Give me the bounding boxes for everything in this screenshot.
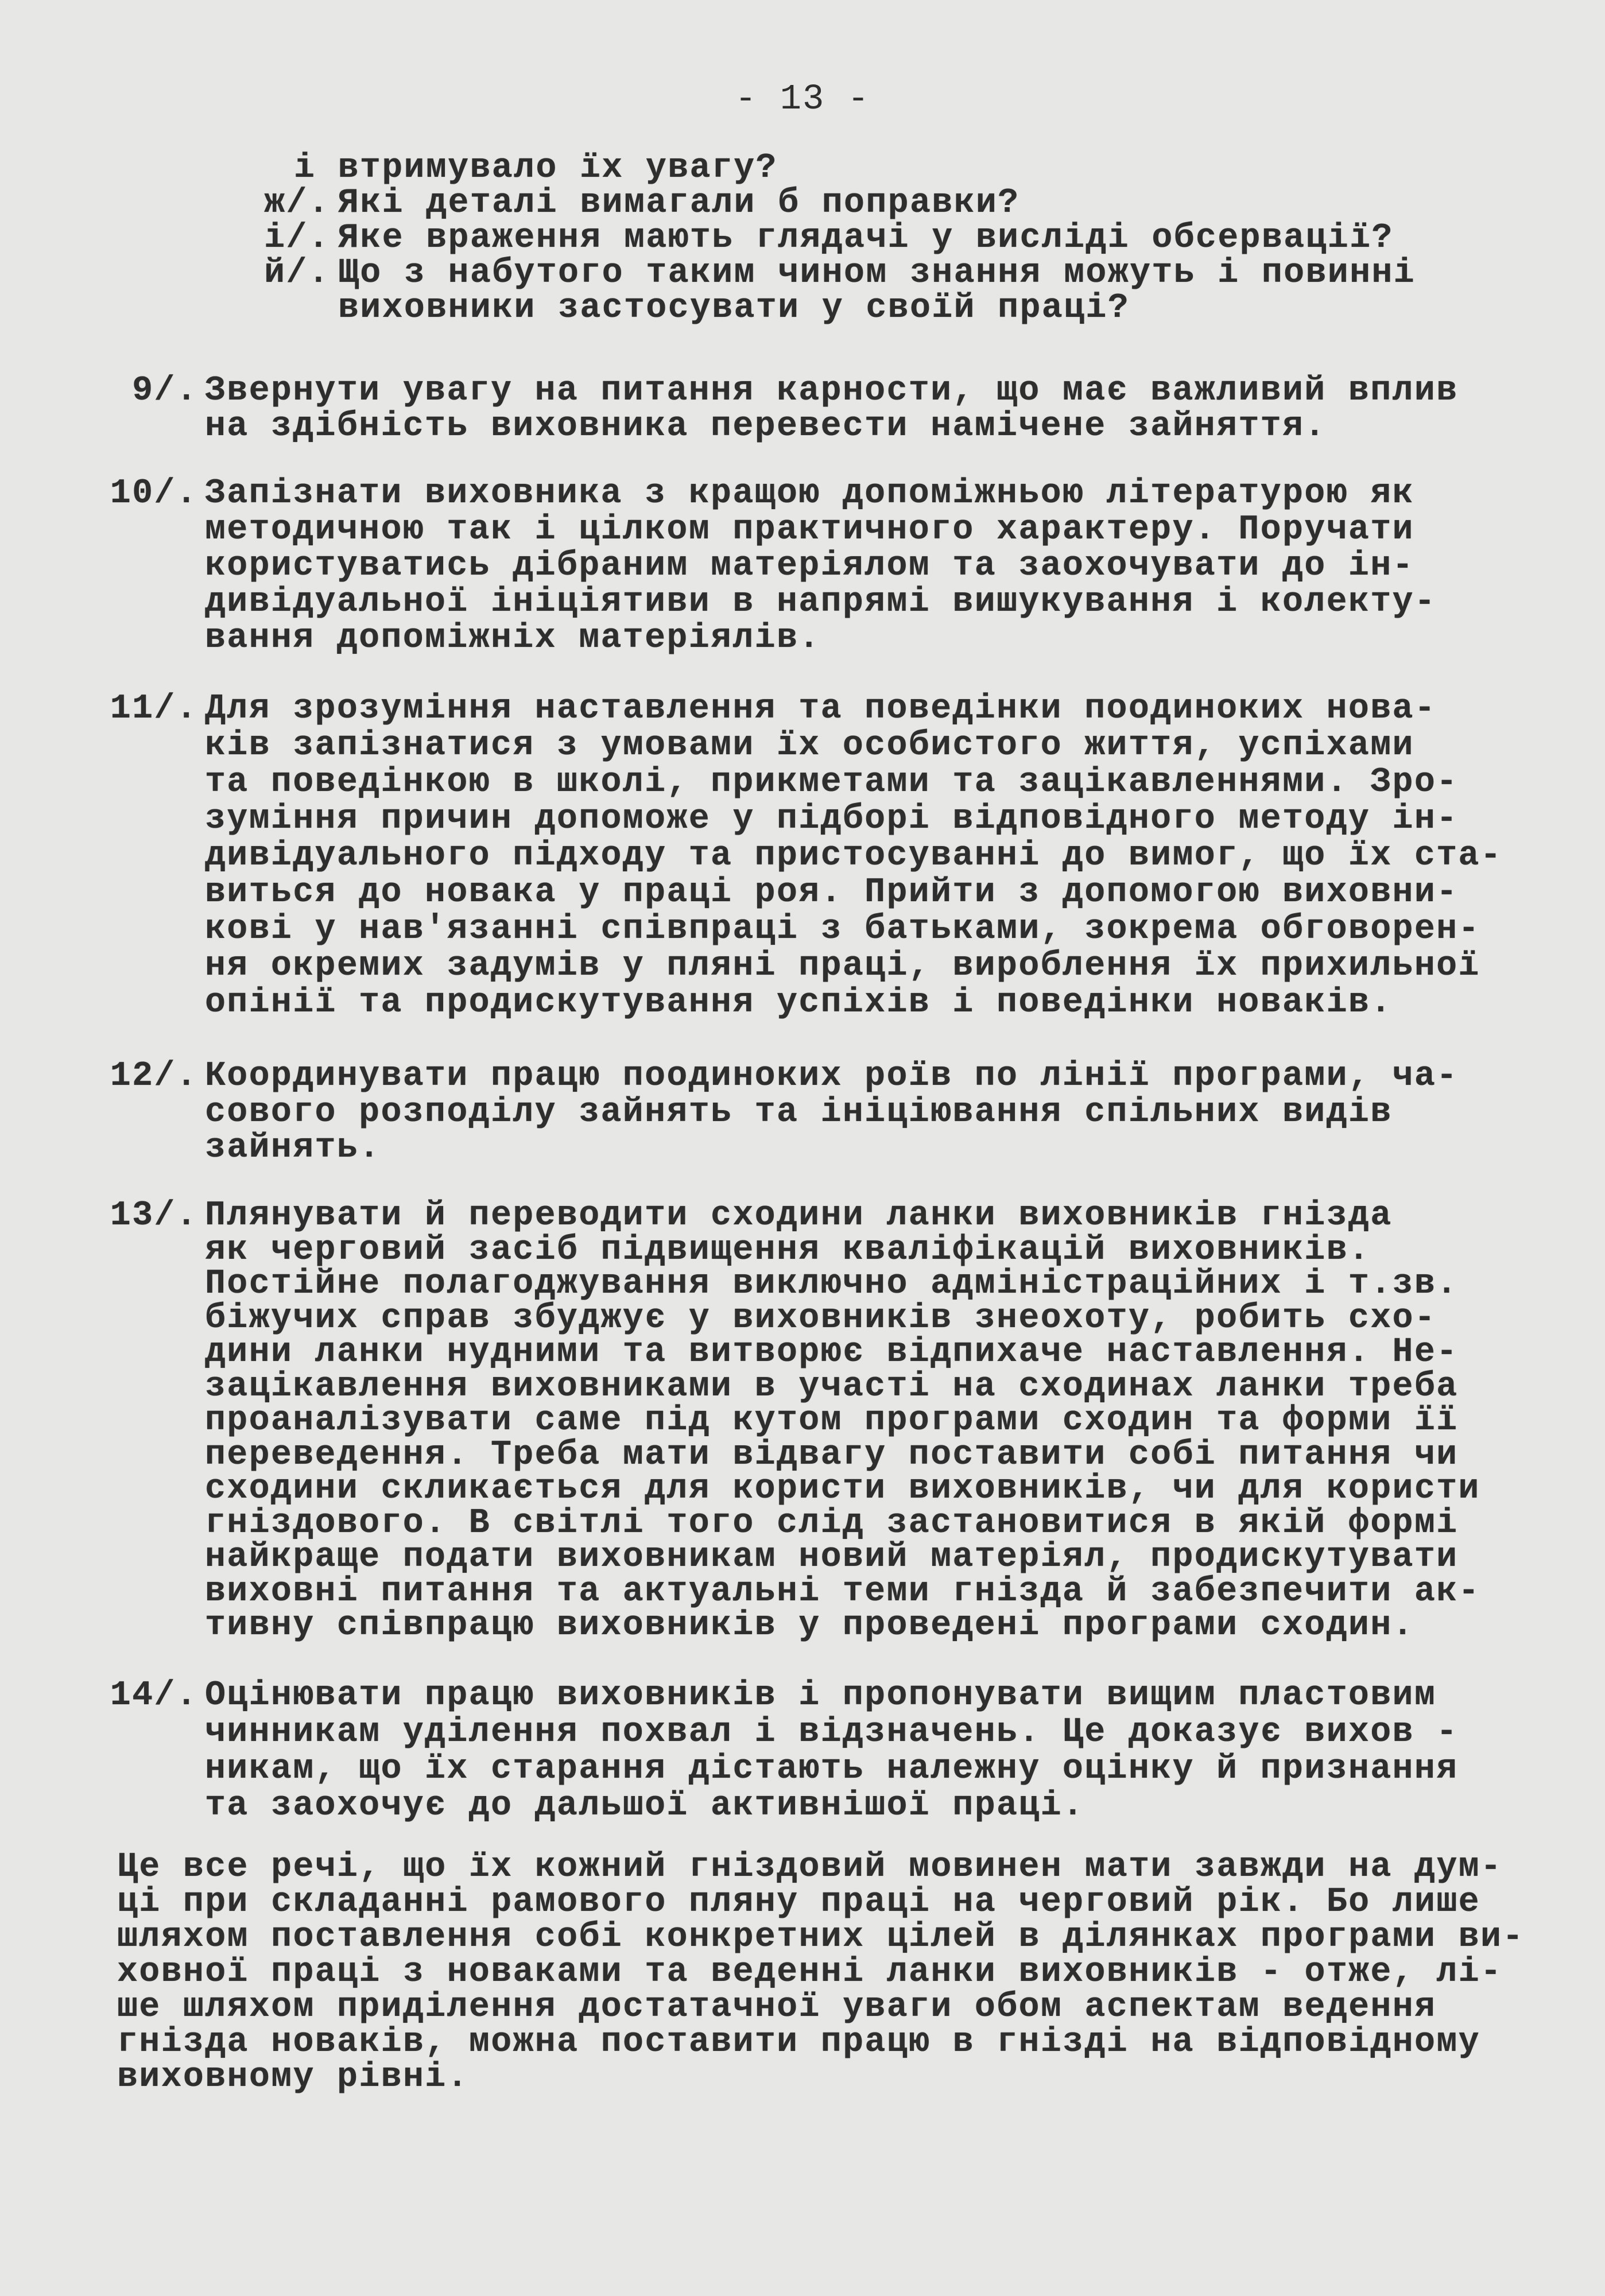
text-line: та поведінкою в школі, прикметами та зацікавленнями. Зро- — [205, 763, 1459, 802]
text-line: виховному рівні. — [117, 2058, 469, 2097]
sub-item-row — [0, 256, 1605, 291]
item-number: 11/. — [110, 689, 198, 728]
text-line: як черговий засіб підвищення кваліфікацій виховників. — [205, 1230, 1371, 1270]
sub-item-text: Які деталі вимагали б поправки? — [338, 184, 1020, 223]
text-line: зуміння причин допоможе у підборі відповідного методу ін- — [205, 800, 1459, 839]
sub-item-row — [0, 291, 1605, 326]
text-line: методичною так і цілком практичного характеру. Поручати — [205, 510, 1414, 549]
text-line: переведення. Треба мати відвагу поставити собі питання чи — [205, 1435, 1459, 1475]
text-line: ці при складанні рамового пляну праці на черговий рік. Бо лише — [117, 1883, 1480, 1922]
text-line: тивну співпрацю виховників у проведені програми сходин. — [205, 1606, 1414, 1645]
text-line: дивідуальної ініціятиви в напрямі вишукування і колекту- — [205, 583, 1437, 622]
item-number: 13/. — [110, 1196, 198, 1235]
sub-item-row — [0, 221, 1605, 256]
text-line: гніздового. В світлі того слід застановитися в якій формі — [205, 1503, 1459, 1543]
text-line: Запізнати виховника з кращою допоміжньою літературою як — [205, 474, 1414, 513]
page-number: - 13 - — [735, 79, 870, 119]
item-body — [205, 1677, 1458, 1824]
text-line: біжучих справ збуджує у виховників знеохоту, робить схо- — [205, 1298, 1437, 1338]
text-line: зайнять. — [205, 1128, 381, 1168]
sub-item-text: Що з набутого таким чином знання можуть і повинні — [338, 254, 1416, 293]
sub-item-text: виховники застосувати у своїй праці? — [338, 289, 1130, 328]
text-line: проаналізувати саме під кутом програми сходин та форми її — [205, 1401, 1459, 1440]
text-line: ше шляхом приділення достатачної уваги обом аспектам ведення — [117, 1988, 1437, 2027]
text-line: найкраще подати виховникам новий матеріял, продискутувати — [205, 1538, 1459, 1577]
text-line: гнізда новаків, можна поставити працю в гнізді на відповідному — [117, 2023, 1480, 2062]
text-line: ня окремих задумів у пляні праці, вироблення їх прихильної — [205, 947, 1480, 986]
text-line: Для зрозуміння наставлення та поведінки поодиноких нова- — [205, 689, 1437, 728]
text-line: шляхом поставлення собі конкретних цілей в ділянках програми ви- — [117, 1918, 1525, 1957]
text-line: виховні питання та актуальні теми гнізда й забезпечити ак- — [205, 1572, 1480, 1611]
sub-item-list — [0, 151, 1605, 326]
text-line: дивідуального підходу та пристосуванні до вимог, що їх ста- — [205, 836, 1503, 875]
text-line: Плянувати й переводити сходини ланки виховників гнізда — [205, 1196, 1393, 1235]
text-line: вання допоміжніх матеріялів. — [205, 619, 821, 658]
sub-item-marker: ж/. — [264, 184, 330, 223]
text-line: зацікавлення виховниками в участі на сходинах ланки треба — [205, 1367, 1459, 1406]
text-line: чинникам уділення похвал і відзначень. Це доказує вихов - — [205, 1713, 1459, 1752]
text-line: сходини скликається для користи виховників, чи для користи — [205, 1469, 1480, 1508]
text-line: на здібність виховника перевести намічене зайняття. — [205, 407, 1327, 446]
sub-item-marker: й/. — [264, 254, 330, 293]
item-number: 9/. — [132, 371, 198, 410]
sub-item-marker: і/. — [264, 219, 330, 258]
item-body — [205, 373, 1458, 444]
text-line: Координувати працю поодиноких роїв по лінії програми, ча- — [205, 1057, 1459, 1096]
text-line: Це все речі, що їх кожний гніздовий мовинен мати завжди на дум- — [117, 1848, 1503, 1887]
text-line: кові у нав'язанні співпраці з батьками, зокрема обговорен- — [205, 910, 1480, 949]
text-line: никам, що їх старання дістають належну оцінку й признання — [205, 1750, 1459, 1789]
item-body — [205, 1058, 1458, 1166]
closing-paragraph — [0, 1850, 1605, 2095]
sub-item-row — [0, 186, 1605, 221]
sub-item-row — [0, 151, 1605, 186]
item-number: 10/. — [110, 474, 198, 513]
item-number: 12/. — [110, 1057, 198, 1096]
text-line: користуватись дібраним матеріялом та заохочувати до ін- — [205, 546, 1414, 585]
sub-item-text: Яке враження мають глядачі у висліді обсервації? — [338, 219, 1394, 258]
text-line: ків запізнатися з умовами їх особистого життя, успіхами — [205, 726, 1414, 765]
text-line: ховної праці з новаками та веденні ланки виховників - отже, лі- — [117, 1953, 1503, 1992]
text-line: опінії та продискутування успіхів і поведінки новаків. — [205, 983, 1393, 1022]
text-line: Постійне полагоджування виключно адміністраційних і т.зв. — [205, 1265, 1459, 1304]
item-body — [205, 1196, 1480, 1645]
text-line: сового розподілу зайнять та ініціювання спільних видів — [205, 1092, 1393, 1132]
text-line: виться до новака у праці роя. Прийти з допомогою виховни- — [205, 873, 1459, 912]
text-line: Оцінювати працю виховників і пропонувати вищим пластовим — [205, 1676, 1437, 1715]
item-body — [205, 476, 1436, 657]
item-number: 14/. — [110, 1676, 198, 1715]
text-line: дини ланки нудними та витворює відпихаче наставлення. Не- — [205, 1333, 1459, 1372]
text-line: Звернути увагу на питання карности, що має важливий вплив — [205, 371, 1459, 410]
text-line: та заохочує до дальшої активнішої праці. — [205, 1786, 1085, 1825]
sub-item-text: і втримувало їх увагу? — [294, 149, 778, 188]
item-body — [205, 691, 1502, 1021]
